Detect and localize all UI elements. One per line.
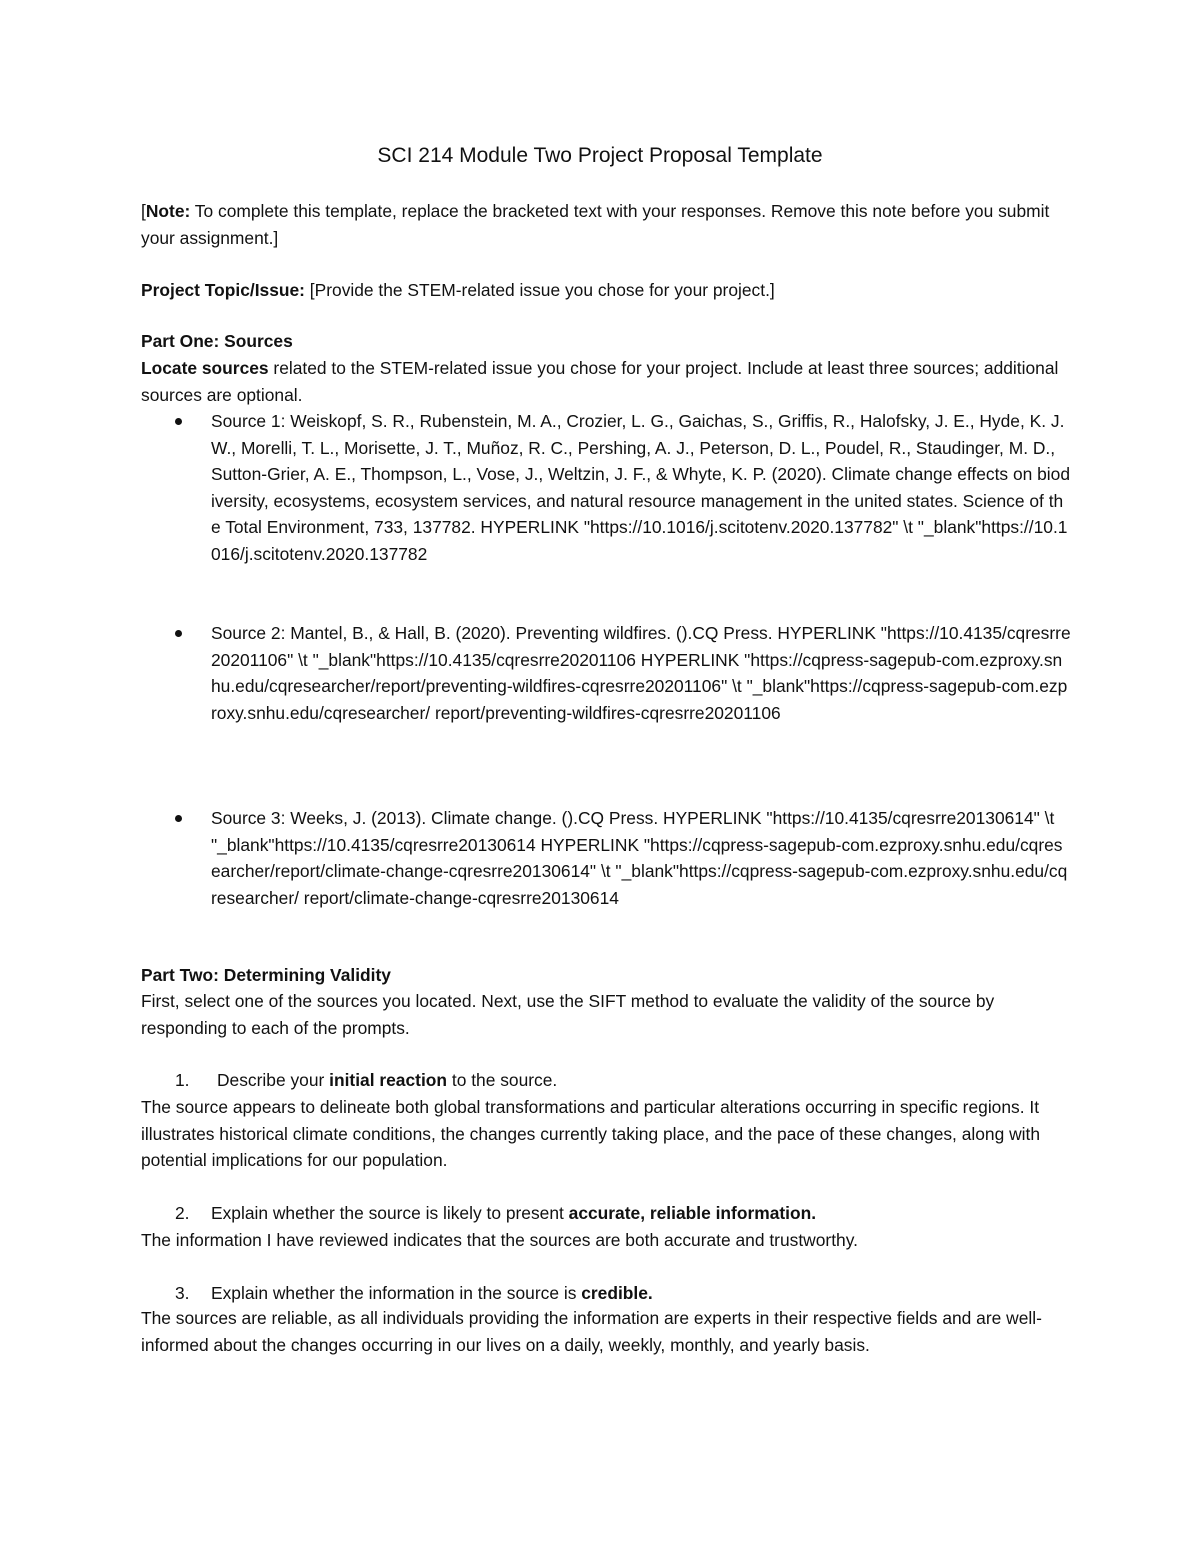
part-one-intro [141, 355, 1061, 408]
source-2-text: Source 2: Mantel, B., & Hall, B. (2020). Preventing wildfires. ().CQ Press. HYPERLINK "https://10.4135/cqresrre20201106" \t "_blank"https://10.4135/cqresrre20201106 HYPERLINK "https://cqpress-sagepub-com.ezproxy.snhu.edu/cqresearcher/report/preventing-wildfires-cqresrre20201106" \t "_blank"https://cqpress-sagepub-com.ezproxy.snhu.edu/cqresearcher/ report/preventing-wildfires-cqresrre20201106 [211, 623, 1071, 723]
prompt-3-answer: The sources are reliable, as all individuals providing the information are experts in their respective fields and are well-informed about the changes occurring in our lives on a daily, weekly, monthly, and yearly basis. [141, 1308, 1042, 1355]
note-open-bracket: [ [141, 201, 146, 221]
project-topic-label: Project Topic/Issue: [141, 280, 305, 300]
prompt-3-pre: Explain whether the information in the source is [211, 1283, 582, 1303]
prompt-2-pre: Explain whether the source is likely to present [211, 1203, 569, 1223]
project-topic-text: [Provide the STEM-related issue you chose for your project.] [304, 280, 775, 300]
prompt-1-bold: initial reaction [329, 1070, 448, 1090]
note-label: Note: [145, 201, 191, 221]
prompt-1-post: to the source. [447, 1070, 558, 1090]
prompt-2-answer: The information I have reviewed indicates that the sources are both accurate and trustworthy. [141, 1230, 858, 1250]
source-item-3 [211, 805, 1071, 911]
source-item-2 [211, 620, 1071, 726]
prompt-3 [211, 1280, 653, 1307]
source-item-1 [211, 408, 1071, 568]
prompt-2 [211, 1200, 816, 1227]
bullet-icon [175, 630, 182, 637]
bullet-icon [175, 418, 182, 425]
document-title: SCI 214 Module Two Project Proposal Template [377, 144, 823, 167]
prompt-1-pre: Describe your [217, 1070, 330, 1090]
source-3-text: Source 3: Weeks, J. (2013). Climate change. ().CQ Press. HYPERLINK "https://10.4135/cqresrre20130614" \t "_blank"https://10.4135/cqresrre20130614 HYPERLINK "https://cqpress-sagepub-com.ezproxy.snhu.edu/cqresearcher/report/climate-change-cqresrre20130614" \t "_blank"https://cqpress-sagepub-com.ezproxy.snhu.edu/cqresearcher/ report/climate-change-cqresrre20130614 [211, 808, 1068, 908]
prompt-1 [217, 1067, 557, 1094]
project-topic [141, 277, 1061, 304]
bullet-icon [175, 815, 182, 822]
prompt-1-number: 1. [175, 1070, 190, 1090]
part-one-heading: Part One: Sources [141, 331, 293, 351]
source-1-text: Source 1: Weiskopf, S. R., Rubenstein, M. A., Crozier, L. G., Gaichas, S., Griffis, R., Halofsky, J. E., Hyde, K. J. W., Morelli, T. L., Morisette, J. T., Muñoz, R. C., Pershing, A. J., Peterson, D. L., Poudel, R., Staudinger, M. D., Sutton-Grier, A. E., Thompson, L., Vose, J., Weltzin, J. F., & Whyte, K. P. (2020). Climate change effects on biodiversity, ecosystems, ecosystem services, and natural resource management in the united states. Science of the Total Environment, 733, 137782. HYPERLINK "https://10.1016/j.scitotenv.2020.137782" \t "_blank"https://10.1016/j.scitotenv.2020.137782 [211, 411, 1070, 564]
part-one-intro-text: related to the STEM-related issue you chose for your project. Include at least three sources; additional sources are optional. [141, 358, 1059, 405]
part-two-intro: First, select one of the sources you located. Next, use the SIFT method to evaluate the validity of the source by responding to each of the prompts. [141, 991, 995, 1038]
prompt-3-bold: credible. [581, 1283, 653, 1303]
prompt-3-number: 3. [175, 1283, 190, 1303]
part-two-heading: Part Two: Determining Validity [141, 965, 391, 985]
template-note [141, 198, 1061, 251]
prompt-2-bold: accurate, reliable information. [568, 1203, 817, 1223]
part-one-intro-bold: Locate sources [141, 358, 269, 378]
prompt-2-number: 2. [175, 1203, 190, 1223]
note-text: To complete this template, replace the bracketed text with your responses. Remove this note before you submit your assignment.] [141, 201, 1050, 248]
prompt-1-answer: The source appears to delineate both global transformations and particular alterations occurring in specific regions. It illustrates historical climate conditions, the changes currently taking place, and the pace of these changes, along with potential implications for our population. [141, 1097, 1041, 1171]
